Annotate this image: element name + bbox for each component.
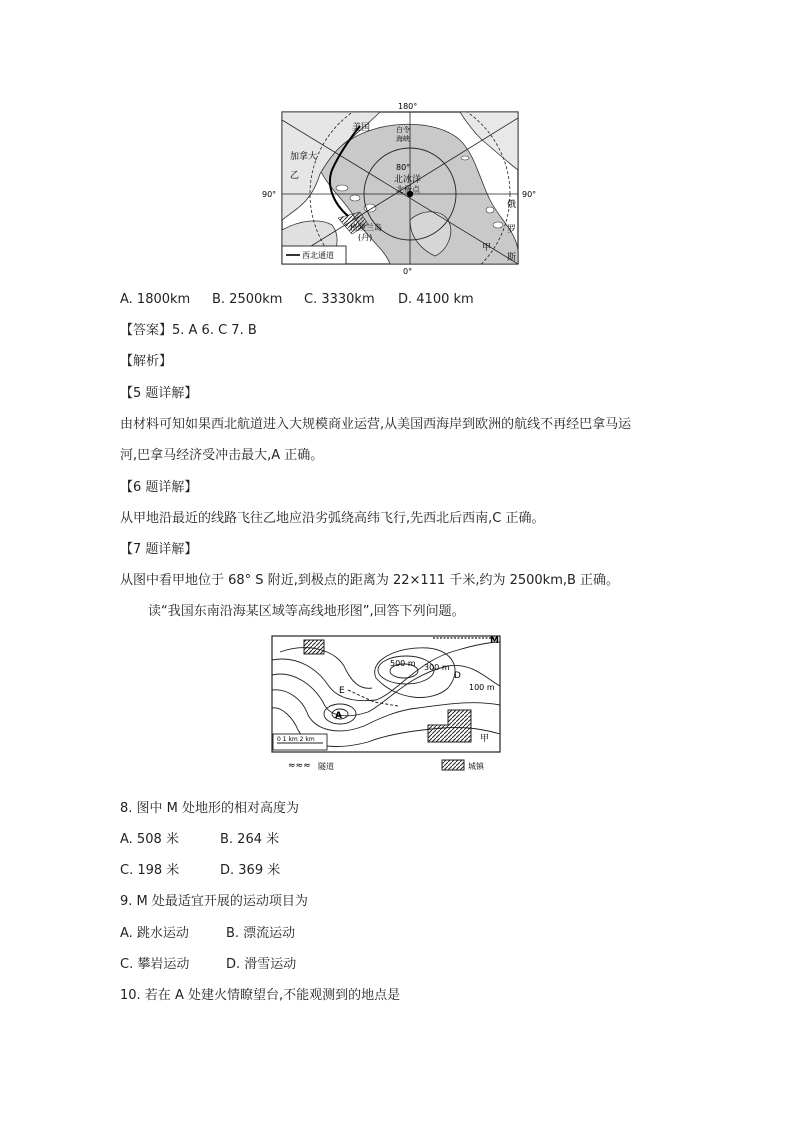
q7-text: 从图中看甲地位于 68° S 附近,到极点的距离为 22×111 千米,约为 2500km,B 正确。 <box>120 573 620 588</box>
label-80: 80° <box>396 163 411 172</box>
label-jia: 甲 <box>482 243 492 253</box>
label-usa: 美国 <box>352 123 371 133</box>
legend-northwest-passage: 西北通道 <box>302 251 334 260</box>
q9-option-a: A. 跳水运动 <box>120 926 189 941</box>
label-arctic-ocean: 北冰洋 <box>394 175 422 185</box>
q8-option-c: C. 198 米 <box>120 863 180 878</box>
q8-options-row1 <box>120 831 279 849</box>
q7-option-c: C. 3330km <box>304 292 375 307</box>
answer-line: 【答案】5. A 6. C 7. B <box>120 323 257 338</box>
label-bering-a: 白令 <box>396 126 410 134</box>
arctic-map <box>260 100 550 278</box>
point-A: A <box>335 711 342 721</box>
q7-option-b: B. 2500km <box>212 292 283 307</box>
q7-option-d: D. 4100 km <box>398 292 474 307</box>
q8-option-d: D. 369 米 <box>220 863 281 878</box>
label-0: 0° <box>403 267 413 276</box>
label-yi: 乙 <box>290 171 300 181</box>
q7-option-a: A. 1800km <box>120 292 191 307</box>
analysis-heading: 【解析】 <box>120 354 173 369</box>
q6-heading: 【6 题详解】 <box>120 480 198 495</box>
contour-label-300: 300 m <box>424 663 450 672</box>
legend-town: 城镇 <box>468 762 484 771</box>
label-greenland-b: (丹) <box>358 233 373 242</box>
label-90-left: 90° <box>262 190 277 199</box>
town-jia: 甲 <box>480 734 490 744</box>
contour-map <box>268 630 508 780</box>
label-canada: 加拿大 <box>290 152 318 162</box>
point-M: M <box>490 636 499 646</box>
contour-label-500: 500 m <box>390 659 416 668</box>
q7-heading: 【7 题详解】 <box>120 542 198 557</box>
label-north-pole: 北极点 <box>396 185 420 194</box>
q9-option-b: B. 漂流运动 <box>226 926 296 941</box>
intro-text: 读“我国东南沿海某区域等高线地形图”,回答下列问题。 <box>148 604 465 619</box>
q7-options <box>120 291 474 309</box>
label-russia-1: 俄 <box>507 200 517 210</box>
point-E: E <box>339 686 345 696</box>
q9-option-c: C. 攀岩运动 <box>120 957 190 972</box>
q9-options-row1 <box>120 925 295 943</box>
q5-heading: 【5 题详解】 <box>120 386 198 401</box>
label-russia-3: 斯 <box>507 253 517 263</box>
scale-label: 0 1 km 2 km <box>277 736 315 743</box>
label-180: 180° <box>398 102 418 111</box>
label-greenland-a: 格陵兰岛 <box>350 223 382 232</box>
legend-tunnel: 隧道 <box>318 762 334 771</box>
q5-text-2: 河,巴拿马经济受冲击最大,A 正确。 <box>120 448 324 463</box>
q5-text-1: 由材料可知如果西北航道进入大规模商业运营,从美国西海岸到欧洲的航线不再经巴拿马运 <box>120 417 632 432</box>
q8-stem: 8. 图中 M 处地形的相对高度为 <box>120 801 300 816</box>
q9-stem: 9. M 处最适宜开展的运动项目为 <box>120 894 308 909</box>
label-bering-b: 海峡 <box>396 135 410 143</box>
q8-option-b: B. 264 米 <box>220 832 280 847</box>
q8-options-row2 <box>120 862 280 880</box>
label-russia-2: 罗 <box>507 225 517 235</box>
point-D: D <box>454 671 461 681</box>
q8-option-a: A. 508 米 <box>120 832 179 847</box>
legend-tunnel-symbol: ≈≈≈ <box>288 761 311 771</box>
q9-option-d: D. 滑雪运动 <box>226 957 297 972</box>
label-90-right: 90° <box>522 190 537 199</box>
q9-options-row2 <box>120 956 296 974</box>
contour-label-100: 100 m <box>469 683 495 692</box>
q6-text: 从甲地沿最近的线路飞往乙地应沿劣弧绕高纬飞行,先西北后西南,C 正确。 <box>120 511 545 526</box>
q10-stem: 10. 若在 A 处建火情瞭望台,不能观测到的地点是 <box>120 988 401 1003</box>
